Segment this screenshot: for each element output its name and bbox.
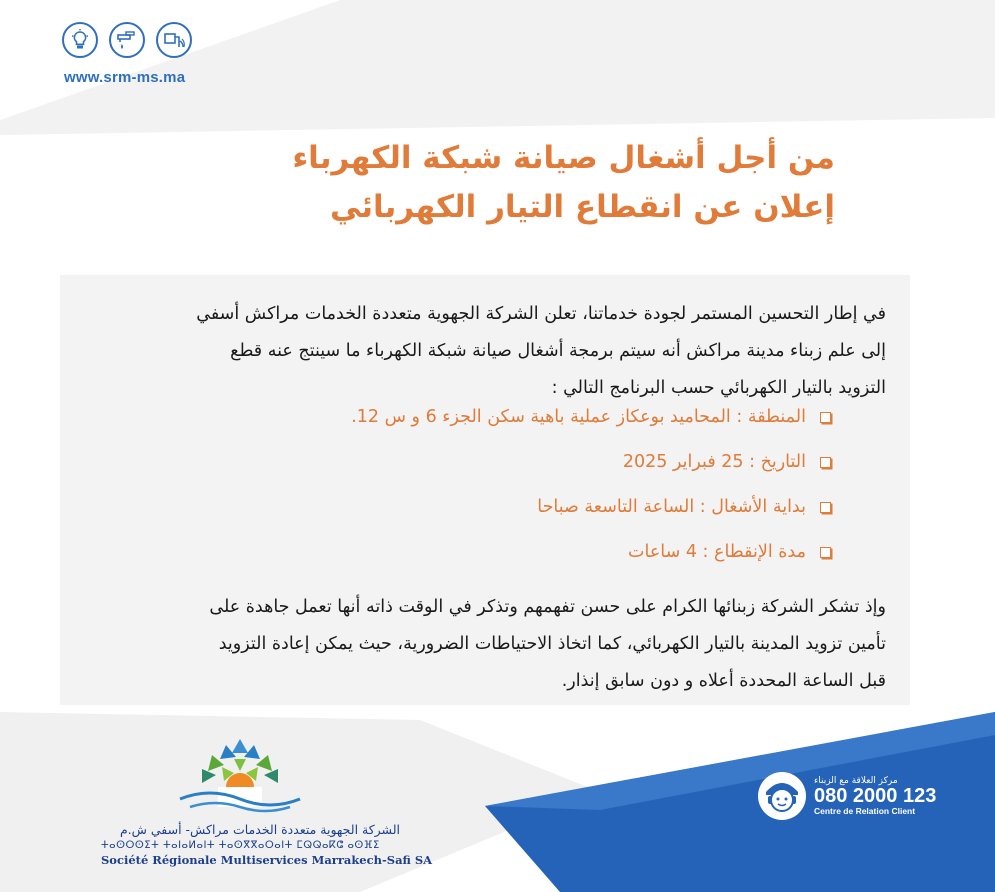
checkbox-bullet-icon <box>820 412 831 423</box>
website-url[interactable]: www.srm-ms.ma <box>64 69 186 86</box>
detail-start-time <box>351 495 831 519</box>
closing-line: تأمين تزويد المدينة بالتيار الكهربائي، كما اتخاذ الاحتياطات الضرورية، حيث يمكن إعادة التزويد <box>218 634 886 654</box>
checkbox-bullet-icon <box>820 457 831 468</box>
lightbulb-icon <box>62 22 98 58</box>
company-name-arabic: الشركة الجهوية متعددة الخدمات مراكش- أسفي ش.م <box>119 822 400 837</box>
detail-text: التاريخ : 25 فبراير 2025 <box>622 452 806 472</box>
hotline-label-french: Centre de Relation Client <box>814 806 916 816</box>
checkbox-bullet-icon <box>820 547 831 558</box>
water-tap-icon <box>109 22 145 58</box>
closing-line: وإذ تشكر الشركة زبنائها الكرام على حسن تفهمهم وتذكر في الوقت ذاته أنها تعمل جاهدة على <box>209 597 886 617</box>
detail-zone <box>351 405 831 429</box>
checkbox-bullet-icon <box>820 502 831 513</box>
intro-line: التزويد بالتيار الكهربائي حسب البرنامج التالي : <box>551 378 886 398</box>
customer-service-agent-icon <box>756 770 808 822</box>
detail-duration <box>351 540 831 564</box>
customer-hotline[interactable] <box>756 770 936 822</box>
service-icons <box>62 22 192 58</box>
sewage-pipe-icon <box>156 22 192 58</box>
closing-paragraph <box>66 589 886 700</box>
company-logo-icon <box>165 737 315 817</box>
detail-text: بداية الأشغال : الساعة التاسعة صباحا <box>537 497 806 517</box>
company-name-french: Société Régionale Multiservices Marrakech-Safi SA <box>101 853 433 867</box>
closing-line: قبل الساعة المحددة أعلاه و دون سابق إنذار. <box>561 671 886 691</box>
hotline-number[interactable]: 080 2000 123 <box>814 785 937 807</box>
company-name-tifinagh: ⵜⴰⵙⵔⵙⵉⵜ ⵜⴰⵏⴰⵍⴰⵏⵜ ⵜⴰⵙⴳⴳⴰⵔⴰⵏⵜ ⵎⵕⵕⴰⴽⵛ ⴰⵙⴼⵉ <box>101 840 380 851</box>
intro-line: في إطار التحسين المستمر لجودة خدماتنا، تعلن الشركة الجهوية متعددة الخدمات مراكش أسفي <box>196 304 886 324</box>
intro-line: إلى علم زبناء مدينة مراكش أنه سيتم برمجة أشغال صيانة شبكة الكهرباء ما سينتج عنه قطع <box>230 341 886 361</box>
notice-subtitle: إعلان عن انقطاع التيار الكهربائي <box>329 189 835 225</box>
intro-paragraph <box>66 296 886 407</box>
detail-date <box>351 450 831 474</box>
outage-details-list <box>351 405 831 585</box>
notice-title: من أجل أشغال صيانة شبكة الكهرباء <box>292 140 835 176</box>
detail-text: المنطقة : المحاميد بوعكاز عملية باهية سكن الجزء 6 و س 12. <box>351 407 806 427</box>
detail-text: مدة الإنقطاع : 4 ساعات <box>628 542 806 562</box>
hotline-label-arabic: مركز العلاقة مع الزبناء <box>814 776 898 786</box>
